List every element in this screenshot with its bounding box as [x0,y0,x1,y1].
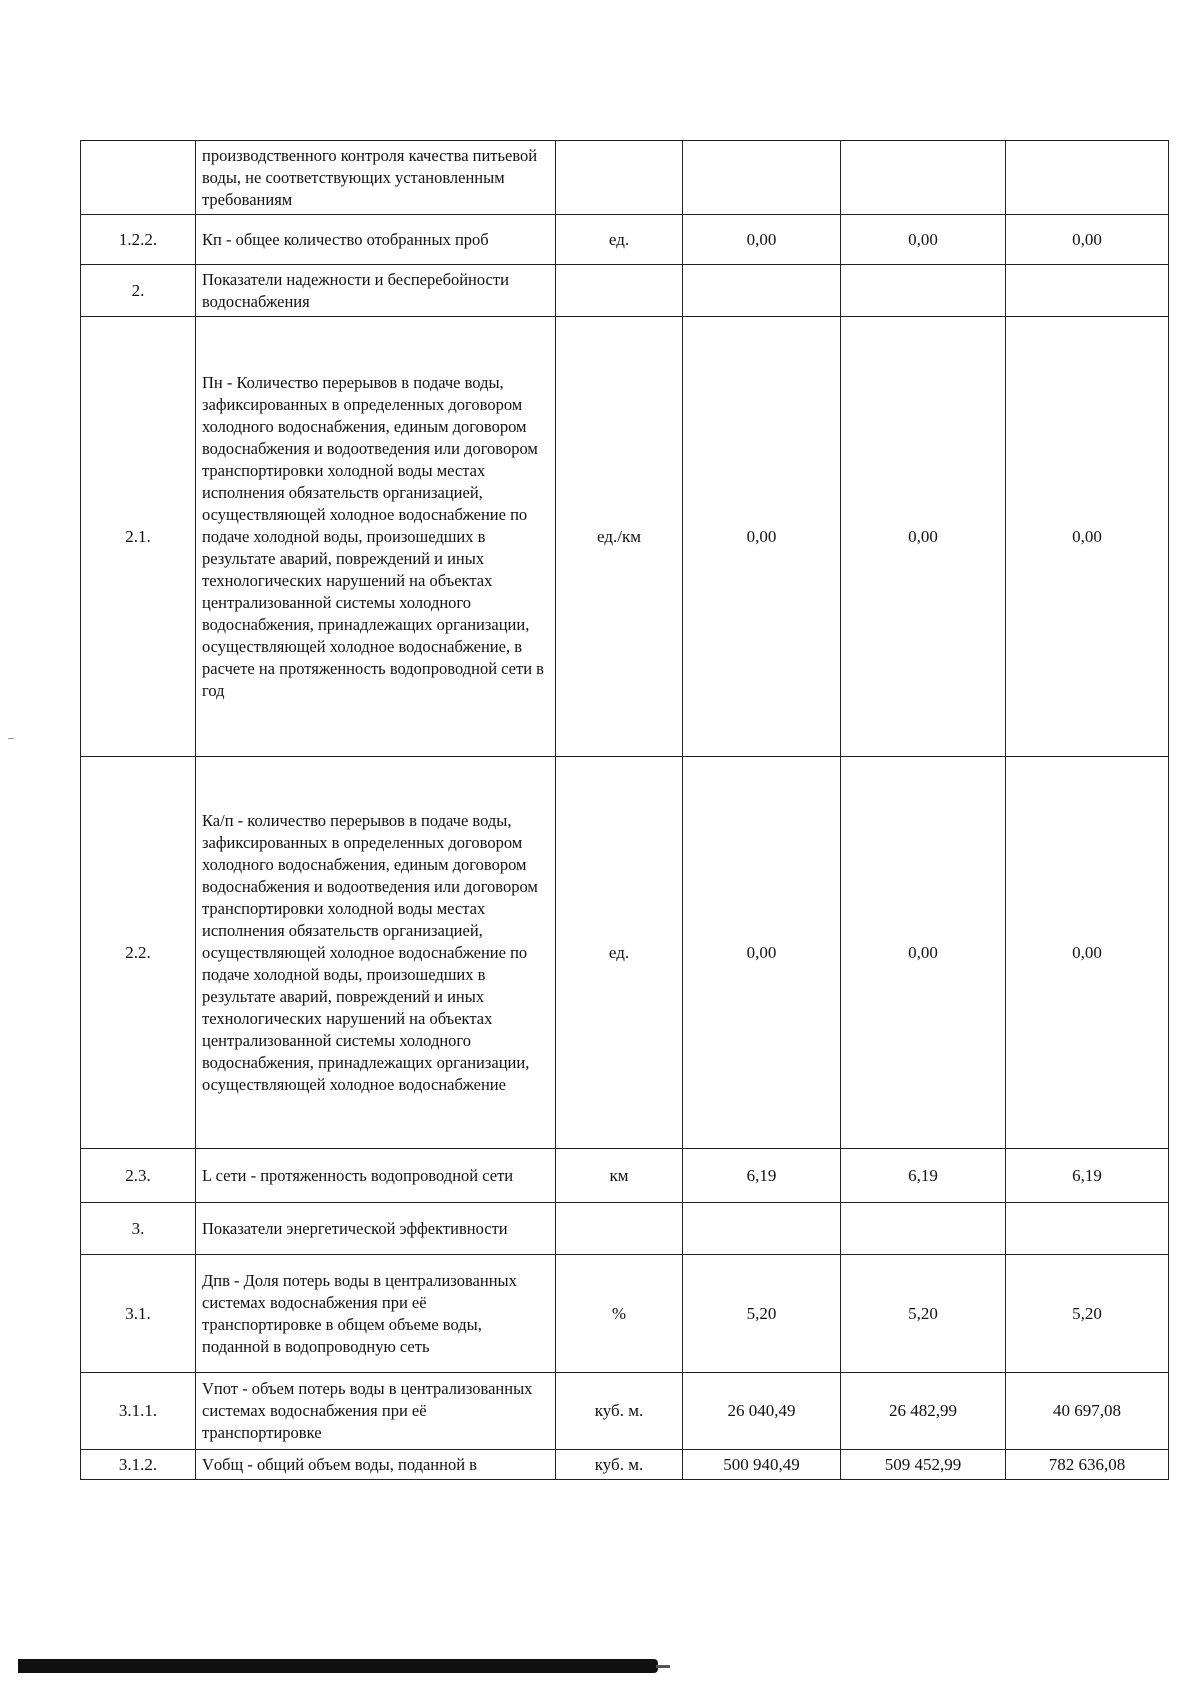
row-description: Ка/п - количество перерывов в подаче воды, зафиксированных в определенных договором холодного водоснабжения, единым договором водоснабжения и водоотведения или договором транспортировки холодной воды местах исполнения обязательств организацией, осуществляющей холодное водоснабжение по подаче холодной воды, произошедших в результате аварий, повреждений и иных технологических нарушений на объектах централизованной системы холодного водоснабжения, принадлежащих организации, осуществляющей холодное водоснабжение [196,757,556,1149]
table-row [81,317,1169,757]
row-unit [556,141,683,215]
table-row [81,1255,1169,1373]
row-number: 3.1.1. [81,1373,196,1450]
row-unit: куб. м. [556,1450,683,1480]
row-value-3 [1006,265,1169,317]
row-description: производственного контроля качества питьевой воды, не соответствующих установленным требованиям [196,141,556,215]
table-row [81,1373,1169,1450]
row-unit: км [556,1149,683,1203]
row-value-1: 26 040,49 [683,1373,841,1450]
row-number: 2.2. [81,757,196,1149]
row-unit: куб. м. [556,1373,683,1450]
row-value-3: 0,00 [1006,317,1169,757]
scan-edge-bar [18,1659,658,1673]
row-description: Показатели надежности и бесперебойности водоснабжения [196,265,556,317]
scan-mark [8,738,14,739]
row-value-3: 782 636,08 [1006,1450,1169,1480]
indicators-table-body [81,141,1169,1480]
row-description: Vобщ - общий объем воды, поданной в [196,1450,556,1480]
row-value-1 [683,1203,841,1255]
row-number: 1.2.2. [81,215,196,265]
row-value-3: 5,20 [1006,1255,1169,1373]
row-value-1: 0,00 [683,317,841,757]
row-value-2: 26 482,99 [841,1373,1006,1450]
row-number: 3.1. [81,1255,196,1373]
row-number: 2. [81,265,196,317]
row-unit: % [556,1255,683,1373]
row-description: Пн - Количество перерывов в подаче воды, зафиксированных в определенных договором холодного водоснабжения, единым договором водоснабжения и водоотведения или договором транспортировки холодной воды местах исполнения обязательств организацией, осуществляющей холодное водоснабжение по подаче холодной воды, произошедших в результате аварий, повреждений и иных технологических нарушений на объектах централизованной системы холодного водоснабжения, принадлежащих организации, осуществляющей холодное водоснабжение, в расчете на протяженность водопроводной сети в год [196,317,556,757]
row-value-3 [1006,1203,1169,1255]
row-number: 3. [81,1203,196,1255]
row-value-3: 0,00 [1006,757,1169,1149]
table-row [81,1450,1169,1480]
row-value-2: 0,00 [841,757,1006,1149]
row-value-1: 5,20 [683,1255,841,1373]
row-value-1: 0,00 [683,757,841,1149]
table-row [81,215,1169,265]
table-row [81,1203,1169,1255]
row-unit [556,1203,683,1255]
table-row [81,265,1169,317]
row-number: 2.1. [81,317,196,757]
row-number [81,141,196,215]
row-value-3: 40 697,08 [1006,1373,1169,1450]
row-value-3 [1006,141,1169,215]
row-number: 2.3. [81,1149,196,1203]
table-row [81,1149,1169,1203]
row-value-2: 6,19 [841,1149,1006,1203]
row-description: L сети - протяженность водопроводной сети [196,1149,556,1203]
row-value-2: 5,20 [841,1255,1006,1373]
row-description: Vпот - объем потерь воды в централизованных системах водоснабжения при её транспортировке [196,1373,556,1450]
row-value-2 [841,265,1006,317]
row-value-2: 0,00 [841,317,1006,757]
row-value-2 [841,1203,1006,1255]
indicators-table [80,140,1169,1480]
row-value-2: 509 452,99 [841,1450,1006,1480]
row-unit: ед. [556,215,683,265]
row-value-1: 6,19 [683,1149,841,1203]
table-row [81,757,1169,1149]
row-description: Кп - общее количество отобранных проб [196,215,556,265]
row-value-3: 0,00 [1006,215,1169,265]
row-value-1 [683,141,841,215]
row-unit: ед./км [556,317,683,757]
row-description: Показатели энергетической эффективности [196,1203,556,1255]
row-value-1 [683,265,841,317]
row-value-3: 6,19 [1006,1149,1169,1203]
row-number: 3.1.2. [81,1450,196,1480]
row-value-1: 500 940,49 [683,1450,841,1480]
row-unit [556,265,683,317]
table-row [81,141,1169,215]
row-value-2: 0,00 [841,215,1006,265]
row-value-1: 0,00 [683,215,841,265]
row-description: Дпв - Доля потерь воды в централизованных системах водоснабжения при её транспортировке в общем объеме воды, поданной в водопроводную сеть [196,1255,556,1373]
row-unit: ед. [556,757,683,1149]
row-value-2 [841,141,1006,215]
